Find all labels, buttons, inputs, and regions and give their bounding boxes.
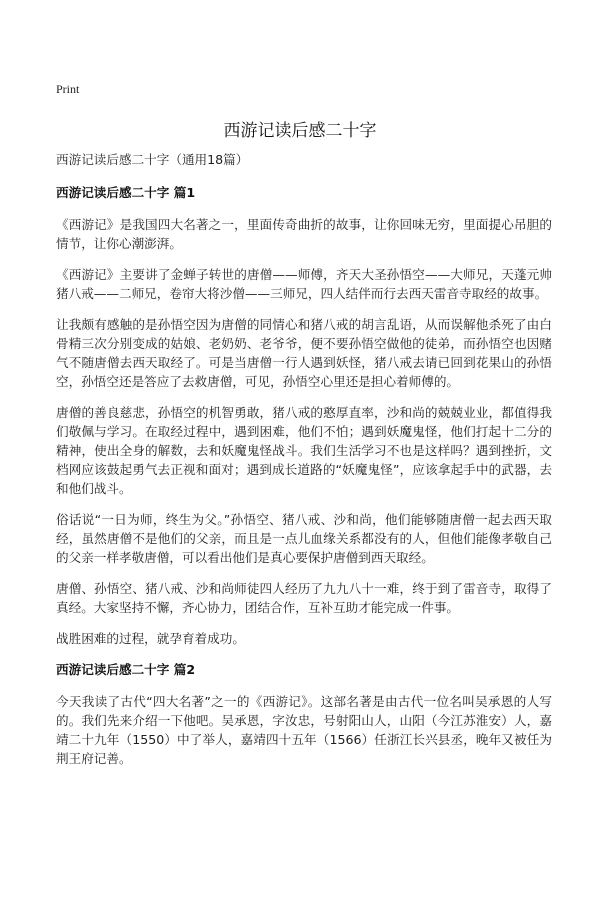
paragraph: 今天我读了古代“四大名著”之一的《西游记》。这部名著是由古代一位名叫吴承恩的人写的。我们先来介绍一下他吧。吴承恩，字汝忠，号射阳山人，山阳（今江苏淮安）人，嘉靖二十九年（1550）中了举人，嘉靖四十五年（1566）任浙江长兴县丞，晚年又被任为荆王府记善。 (56, 694, 552, 766)
paragraph: 《西游记》主要讲了金蝉子转世的唐僧——师傅，齐天大圣孙悟空——大师兄，天蓬元帅猪八戒——二师兄，卷帘大将沙僧——三师兄，四人结伴而行去西天雷音寺取经的故事。 (56, 267, 552, 301)
paragraph: 战胜困难的过程，就孕育着成功。 (56, 631, 245, 646)
paragraph: 让我颇有感触的是孙悟空因为唐僧的同情心和猪八戒的胡言乱语，从而误解他杀死了由白骨精三次分别变成的姑娘、老奶奶、老爷爷，便不要孙悟空做他的徒弟，而孙悟空也因赌气不随唐僧去西天取经了。可是当唐僧一行人遇到妖怪，猪八戒去请已回到花果山的孙悟空，孙悟空还是答应了去救唐僧，可见，孙悟空心里还是担心着师傅的。 (56, 317, 552, 389)
paragraph: 俗话说“一日为师，终生为父。”孙悟空、猪八戒、沙和尚，他们能够随唐僧一起去西天取经，虽然唐僧不是他们的父亲，而且是一点儿血缘关系都没有的人，但他们能像孝敬自己的父亲一样孝敬唐僧，可以看出他们是真心要保护唐僧到西天取经。 (56, 512, 552, 565)
paragraph: 唐僧、孙悟空、猪八戒、沙和尚师徒四人经历了九九八十一难，终于到了雷音寺，取得了真经。大家坚持不懈，齐心协力，团结合作，互补互助才能完成一件事。 (56, 581, 552, 615)
page-title: 西游记读后感二十字 (223, 121, 377, 141)
section-heading: 西游记读后感二十字 篇1 (56, 185, 196, 200)
document-body (56, 150, 552, 780)
section-heading: 西游记读后感二十字 篇2 (56, 662, 196, 677)
print-link[interactable]: Print (56, 82, 80, 96)
paragraph: 《西游记》是我国四大名著之一，里面传奇曲折的故事，让你回味无穷，里面提心吊胆的情节，让你心潮澎湃。 (56, 217, 552, 251)
document-subtitle: 西游记读后感二十字（通用18篇） (56, 152, 249, 167)
paragraph: 唐僧的善良慈悲，孙悟空的机智勇敢，猪八戒的憨厚直率，沙和尚的兢兢业业，都值得我们敬佩与学习。在取经过程中，遇到困难，他们不怕；遇到妖魔鬼怪，他们打起十二分的精神，使出全身的解数，去和妖魔鬼怪战斗。我们生活学习不也是这样吗？遇到挫折，文档网应该鼓起勇气去正视和面对；遇到成长道路的“妖魔鬼怪”，应该拿起手中的武器，去和他们战斗。 (56, 405, 552, 496)
